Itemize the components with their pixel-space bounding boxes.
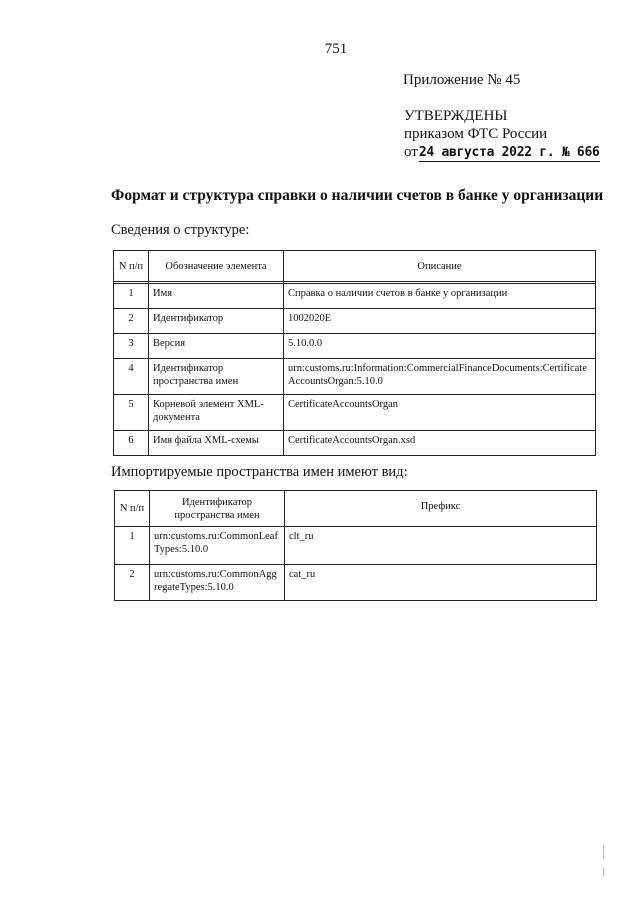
- row-number: 3: [114, 334, 149, 359]
- table-row: [114, 359, 596, 395]
- document-title: Формат и структура справки о наличии счетов в банке у организации: [111, 187, 604, 204]
- approved-heading: УТВЕРЖДЕНЫ: [404, 108, 508, 124]
- order-issuer: приказом ФТС России: [404, 126, 548, 142]
- scan-artifact: [603, 845, 604, 859]
- column-header-number: N п/п: [115, 491, 150, 527]
- page-number: 751: [324, 41, 348, 57]
- element-name: Идентификатор пространства имен: [149, 359, 284, 395]
- element-name: Имя: [149, 284, 284, 309]
- order-date-stamp: 24 августа 2022 г. № 666: [418, 145, 600, 160]
- element-description: Справка о наличии счетов в банке у организации: [284, 284, 596, 309]
- column-header-number: N п/п: [114, 251, 149, 282]
- namespaces-header-row: [115, 491, 597, 527]
- table-row: [114, 431, 596, 456]
- element-name: Идентификатор: [149, 309, 284, 334]
- structure-table: [113, 250, 596, 456]
- table-row: [114, 284, 596, 309]
- element-description: CertificateAccountsOrgan.xsd: [284, 431, 596, 456]
- row-number: 6: [114, 431, 149, 456]
- namespace-identifier: urn:customs.ru:CommonLeafTypes:5.10.0: [150, 527, 285, 565]
- namespaces-section-label: Импортируемые пространства имен имеют вид:: [111, 464, 408, 480]
- table-row: [114, 334, 596, 359]
- row-number: 2: [115, 565, 150, 601]
- namespace-identifier: urn:customs.ru:CommonAggregateTypes:5.10.0: [150, 565, 285, 601]
- namespace-prefix: clt_ru: [285, 527, 597, 565]
- element-description: 1002020E: [284, 309, 596, 334]
- table-row: [115, 527, 597, 565]
- column-header-description: Описание: [284, 251, 596, 282]
- element-name: Имя файла XML-схемы: [149, 431, 284, 456]
- table-row: [115, 565, 597, 601]
- column-header-prefix: Префикс: [285, 491, 597, 527]
- order-date-line: [404, 143, 600, 162]
- element-description: CertificateAccountsOrgan: [284, 395, 596, 431]
- structure-header-row: [114, 251, 596, 282]
- table-row: [114, 309, 596, 334]
- structure-section-label: Сведения о структуре:: [111, 222, 250, 238]
- row-number: 1: [115, 527, 150, 565]
- approval-block: [404, 107, 600, 162]
- order-date-prefix: от: [404, 144, 418, 160]
- appendix-label: Приложение № 45: [403, 72, 521, 88]
- element-description: 5.10.0.0: [284, 334, 596, 359]
- element-name: Версия: [149, 334, 284, 359]
- column-header-element: Обозначение элемента: [149, 251, 284, 282]
- table-row: [114, 395, 596, 431]
- row-number: 2: [114, 309, 149, 334]
- row-number: 4: [114, 359, 149, 395]
- scan-artifact: [603, 868, 604, 876]
- row-number: 5: [114, 395, 149, 431]
- element-description: urn:customs.ru:Information:CommercialFinanceDocuments:CertificateAccountsOrgan:5.10.0: [284, 359, 596, 395]
- row-number: 1: [114, 284, 149, 309]
- column-header-identifier: Идентификатор пространства имен: [150, 491, 285, 527]
- namespace-prefix: cat_ru: [285, 565, 597, 601]
- namespaces-table: [114, 490, 597, 601]
- element-name: Корневой элемент XML-документа: [149, 395, 284, 431]
